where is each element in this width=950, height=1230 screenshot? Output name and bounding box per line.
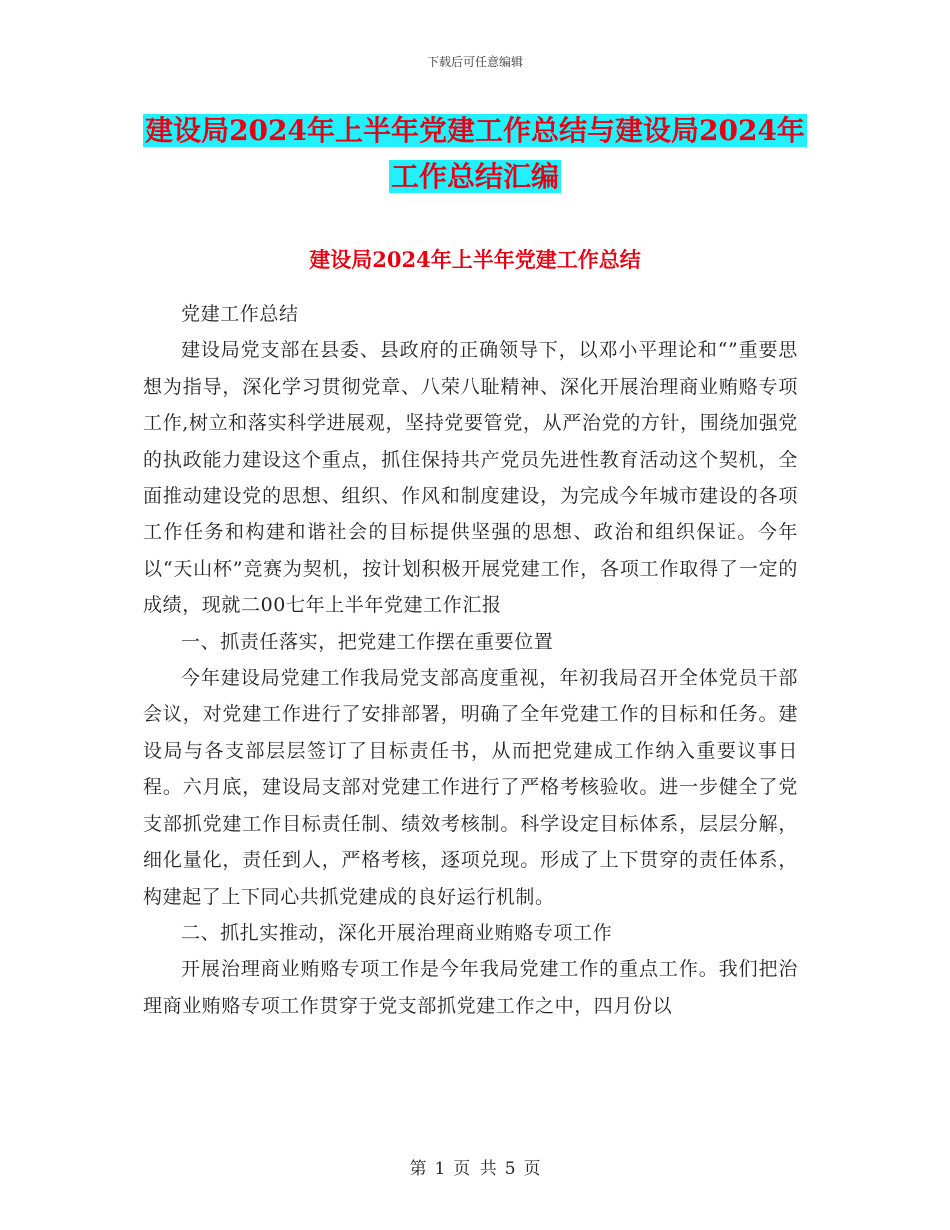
footer-suffix: 页 [523,1159,541,1179]
page-footer [0,1154,950,1179]
section-title: 建设局2024年上半年党建工作总结 [309,247,641,272]
title-line-2: 工作总结汇编 [390,160,559,193]
title-line-1: 建设局2024年上半年党建工作总结与建设局2024年 [145,114,805,147]
paragraph: 开展治理商业贿赂专项工作是今年我局党建工作的重点工作。我们把治理商业贿赂专项工作贯穿于党支部抓党建工作之中，四月份以 [143,958,798,1017]
paragraph: 今年建设局党建工作我局党支部高度重视，年初我局召开全体党员干部会议，对党建工作进行了安排部署，明确了全年党建工作的目标和任务。建设局与各支部层层签订了目标责任书，从而把党建成工作纳入重要议事日程。六月底，建设局支部对党建工作进行了严格考核验收。进一步健全了党支部抓党建工作目标责任制、绩效考核制。科学设定目标体系，层层分解，细化量化，责任到人，严格考核，逐项兑现。形成了上下贯穿的责任体系，构建起了上下同心共抓党建成的良好运行机制。 [143,667,798,908]
paragraph-heading: 一、抓责任落实，把党建工作摆在重要位置 [181,630,554,653]
footer-prefix: 第 [409,1159,427,1179]
header-note: 下载后可任意编辑 [426,55,523,69]
paragraph: 建设局党支部在县委、县政府的正确领导下，以邓小平理论和“”重要思想为指导，深化学习贯彻党章、八荣八耻精神、深化开展治理商业贿赂专项工作,树立和落实科学进展观，坚持党要管党，从严治党的方针，围绕加强党的执政能力建设这个重点，抓住保持共产党员先进性教育活动这个契机，全面推动建设党的思想、组织、作风和制度建设，为完成今年城市建设的各项工作任务和构建和谐社会的目标提供坚强的思想、政治和组织保证。今年以“天山杯”竞赛为契机，按计划积极开展党建工作，各项工作取得了一定的成绩，现就二00七年上半年党建工作汇报 [143,339,798,617]
paragraph-heading: 二、抓扎实推动，深化开展治理商业贿赂专项工作 [181,921,613,944]
current-page-number: 1 [434,1159,446,1179]
document-body [143,296,798,1024]
footer-middle: 页 共 [453,1159,497,1179]
paragraph: 党建工作总结 [181,303,299,325]
document-title [140,108,810,200]
total-pages: 5 [504,1159,516,1179]
